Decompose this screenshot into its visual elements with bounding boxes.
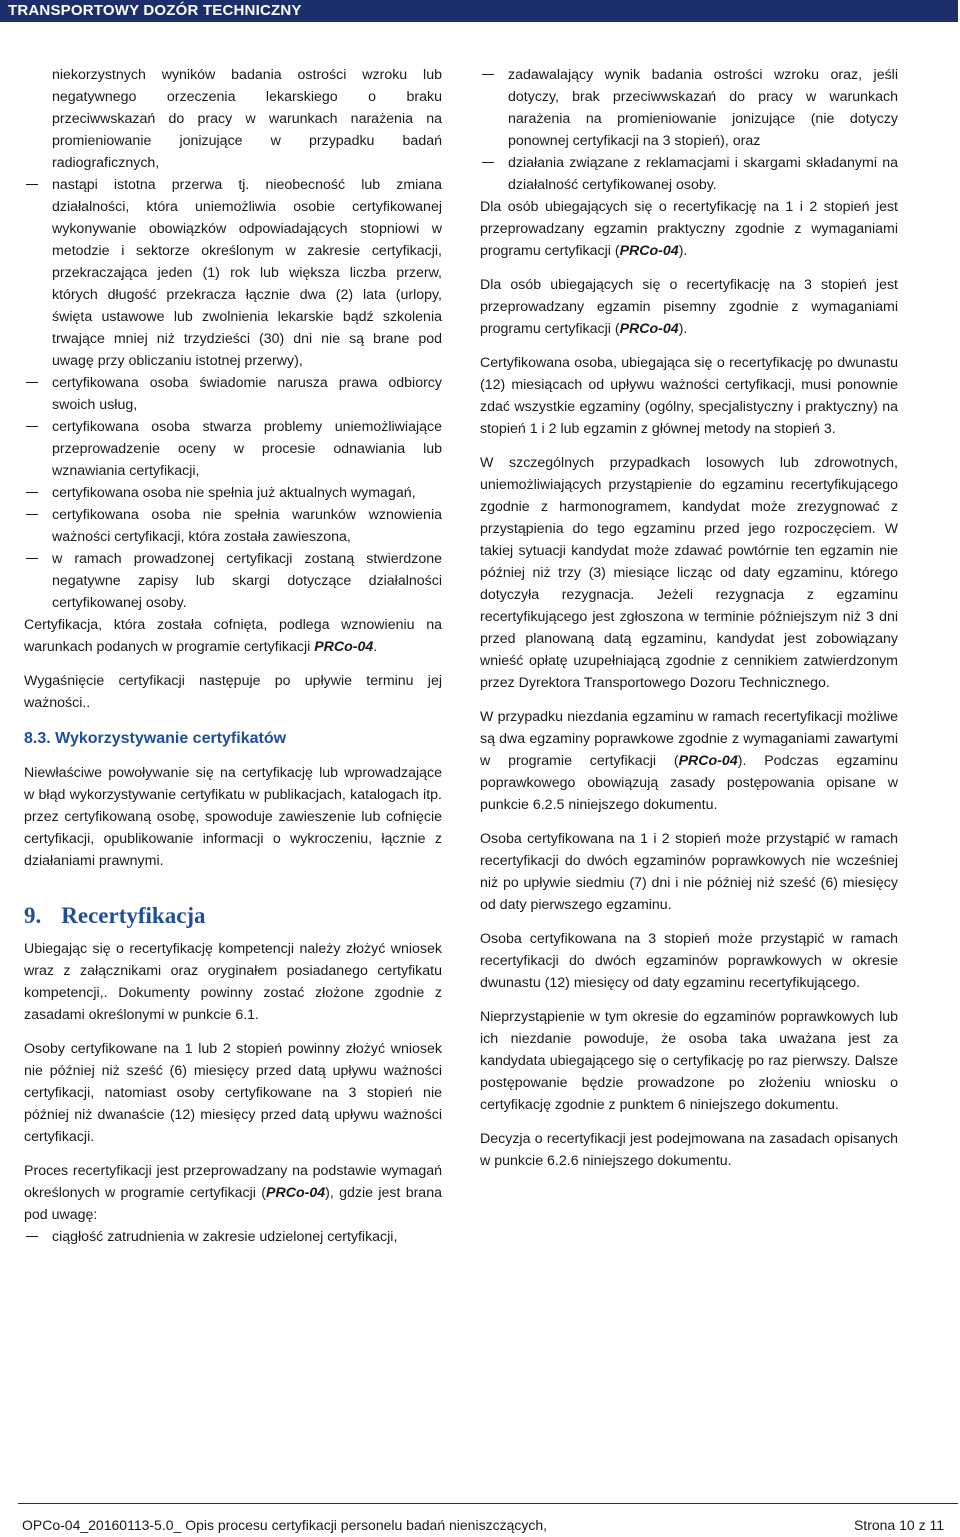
paragraph-application: Ubiegając się o recertyfikację kompetencji należy złożyć wniosek wraz z załącznikami oraz oryginałem posiadanego certyfikatu kompetencji,. Dokumenty powinny zostać złożone zgodnie z zasadami określonymi w punkcie 6.1. <box>24 941 442 1023</box>
list-item: certyfikowana osoba nie spełnia już aktualnych wymagań, <box>24 482 442 504</box>
list-item: w ramach prowadzonej certyfikacji zostaną stwierdzone negatywne zapisy lub skargi dotyczące działalności certyfikowanej osoby. <box>24 548 442 614</box>
paragraph-process: Proces recertyfikacji jest przeprowadzany na podstawie wymagań określonych w programie certyfikacji (PRCo-04), gdzie jest brana pod uwagę: <box>24 1163 442 1223</box>
list-item: zadawalający wynik badania ostrości wzroku oraz, jeśli dotyczy, brak przeciwwskazań do pracy w warunkach narażenia na promieniowanie jonizujące (nie dotyczy ponownej certyfikacji na 3 stopień), oraz <box>480 64 898 152</box>
footer-document-id: OPCo-04_20160113-5.0_ Opis procesu certyfikacji personelu badań nieniszczących, <box>22 1517 548 1533</box>
section-title: Recertyfikacja <box>61 903 206 928</box>
criteria-list <box>24 1226 442 1248</box>
program-code: PRCo-04 <box>678 753 738 769</box>
paragraph-deadlines: Osoby certyfikowane na 1 lub 2 stopień powinny złożyć wniosek nie później niż sześć (6) miesięcy przed datą upływu ważności certyfikacji, natomiast osoby certyfikowane na 3 stopień nie później niż dwanaście (12) miesięcy przed datą upływu ważności certyfikacji. <box>24 1041 442 1145</box>
program-code: PRCo-04 <box>314 639 374 655</box>
program-code: PRCo-04 <box>619 243 679 259</box>
paragraph-special-cases: W szczególnych przypadkach losowych lub zdrowotnych, uniemożliwiających przystąpienie do egzaminu recertyfikującego zgodnie z harmonogramem, kandydat może zrezygnować z przystąpienia do tego egzaminu przed jego rozpoczęciem. W takiej sytuacji kandydat może zdawać powtórnie ten egzamin nie później niż trzy (3) miesiące licząc od daty egzaminu, którego dotyczyła rezygnacja. Jeżeli rezygnacja z egzaminu recertyfikującego jest zgłoszona w terminie późniejszym niż 3 dni przed planowaną datą egzaminu, kandydat jest zobowiązany wnieść opłatę uzupełniającą zgodnie z cennikiem zatwierdzonym przez Dyrektora Transportowego Dozoru Technicznego. <box>480 455 898 691</box>
list-item: nastąpi istotna przerwa tj. nieobecność lub zmiana działalności, która uniemożliwia osobie certyfikowanej wykonywanie obowiązków odpowiadających stopniowi w metodzie i sektorze określonym w zakresie certyfikacji, przekraczająca jeden (1) rok lub większa liczba przerw, których długość przekracza łącznie dwa (2) lata (urlopy, święta ustawowe lub zwolnienia lekarskie bądź szkolenia trwające mniej niż trzydzieści (30) dni nie są brane pod uwagę przy obliczaniu istotnej przerwy), <box>24 174 442 372</box>
paragraph-revoked: Certyfikacja, która została cofnięta, podlega wznowieniu na warunkach podanych w programie certyfikacji PRCo-04. <box>24 617 442 655</box>
paragraph-after-12-months: Certyfikowana osoba, ubiegająca się o recertyfikację po dwunastu (12) miesiącach od upływu ważności certyfikacji, musi ponownie zdać wszystkie egzaminy (ogólny, specjalistyczny i praktyczny) na stopień 1 i 2 lub egzamin z głównej metody na stopień 3. <box>480 355 898 437</box>
section-number: 9. <box>24 903 42 928</box>
dash-bullet-icon <box>26 1236 38 1237</box>
dash-bullet-icon <box>482 74 494 75</box>
footer-page-number: Strona 10 z 11 <box>853 1517 944 1533</box>
dash-bullet-icon <box>26 558 38 559</box>
left-column <box>24 64 442 1248</box>
paragraph-retake-3: Osoba certyfikowana na 3 stopień może przystąpić w ramach recertyfikacji do dwóch egzaminów poprawkowych w okresie dwunastu (12) miesięcy od daty egzaminu recertyfikującego. <box>480 931 898 991</box>
right-column <box>480 64 898 1184</box>
paragraph-misuse: Niewłaściwe powoływanie się na certyfikację lub wprowadzające w błąd wykorzystywanie certyfikatu w publikacjach, katalogach itp. przez certyfikowaną osobę, spowoduje zawieszenie lub cofnięcie certyfikacji, opublikowanie informacji o wykroczeniu, łącznie z działaniami prawnymi. <box>24 765 442 869</box>
header-title: TRANSPORTOWY DOZÓR TECHNICZNY <box>8 2 302 19</box>
list-item: certyfikowana osoba stwarza problemy uniemożliwiające przeprowadzenie oceny w procesie odnawiania lub wznawiania certyfikacji, <box>24 416 442 482</box>
program-code: PRCo-04 <box>619 321 679 337</box>
header-bar <box>0 0 958 22</box>
dash-bullet-icon <box>482 162 494 163</box>
section-heading-8-3: 8.3. Wykorzystywanie certyfikatów <box>24 730 287 747</box>
paragraph-decision: Decyzja o recertyfikacji jest podejmowana na zasadach opisanych w punkcie 6.2.6 niniejszego dokumentu. <box>480 1131 898 1169</box>
dash-bullet-icon <box>26 426 38 427</box>
paragraph-exam-3: Dla osób ubiegających się o recertyfikację na 3 stopień jest przeprowadzany egzamin pisemny zgodnie z wymaganiami programu certyfikacji (PRCo-04). <box>480 277 898 337</box>
program-code: PRCo-04 <box>265 1185 326 1201</box>
section-heading-9 <box>24 902 442 930</box>
revocation-list <box>24 174 442 614</box>
dash-bullet-icon <box>26 382 38 383</box>
list-item: ciągłość zatrudnienia w zakresie udzielonej certyfikacji, <box>24 1226 442 1248</box>
paragraph-retake: W przypadku niezdania egzaminu w ramach recertyfikacji możliwe są dwa egzaminy poprawkowe zgodnie z wymaganiami zawartymi w programie certyfikacji (PRCo-04). Podczas egzaminu poprawkowego obowiązują zasady postępowania opisane w punkcie 6.2.5 niniejszego dokumentu. <box>480 709 898 813</box>
list-item: działania związane z reklamacjami i skargami składanymi na działalność certyfikowanej osoby. <box>480 152 898 196</box>
list-item: certyfikowana osoba świadomie narusza prawa odbiorcy swoich usług, <box>24 372 442 416</box>
list-continuation: niekorzystnych wyników badania ostrości wzroku lub negatywnego orzeczenia lekarskiego o braku przeciwwskazań do pracy w warunkach narażenia na promieniowanie jonizujące w przypadku badań radiograficznych, <box>52 67 442 171</box>
footer-divider <box>18 1503 958 1504</box>
paragraph-retake-1-2: Osoba certyfikowana na 1 i 2 stopień może przystąpić w ramach recertyfikacji do dwóch egzaminów poprawkowych nie wcześniej niż po upływie siedmiu (7) dni i nie później niż sześć (6) miesięcy od daty pierwszego egzaminu. <box>480 831 898 913</box>
criteria-list-continued <box>480 64 898 196</box>
dash-bullet-icon <box>26 184 38 185</box>
dash-bullet-icon <box>26 514 38 515</box>
paragraph-no-show: Nieprzystąpienie w tym okresie do egzaminów poprawkowych lub ich niezdanie powoduje, że osoba taka uważana jest za kandydata ubiegającego się o certyfikację po raz pierwszy. Dalsze postępowanie będzie prowadzone po złożeniu wniosku o certyfikację zgodnie z punktem 6 niniejszego dokumentu. <box>480 1009 898 1113</box>
paragraph-expiry: Wygaśnięcie certyfikacji następuje po upływie terminu jej ważności.. <box>24 673 442 711</box>
list-item: certyfikowana osoba nie spełnia warunków wznowienia ważności certyfikacji, która została zawieszona, <box>24 504 442 548</box>
paragraph-exam-1-2: Dla osób ubiegających się o recertyfikację na 1 i 2 stopień jest przeprowadzany egzamin praktyczny zgodnie z wymaganiami programu certyfikacji (PRCo-04). <box>480 199 898 259</box>
dash-bullet-icon <box>26 492 38 493</box>
